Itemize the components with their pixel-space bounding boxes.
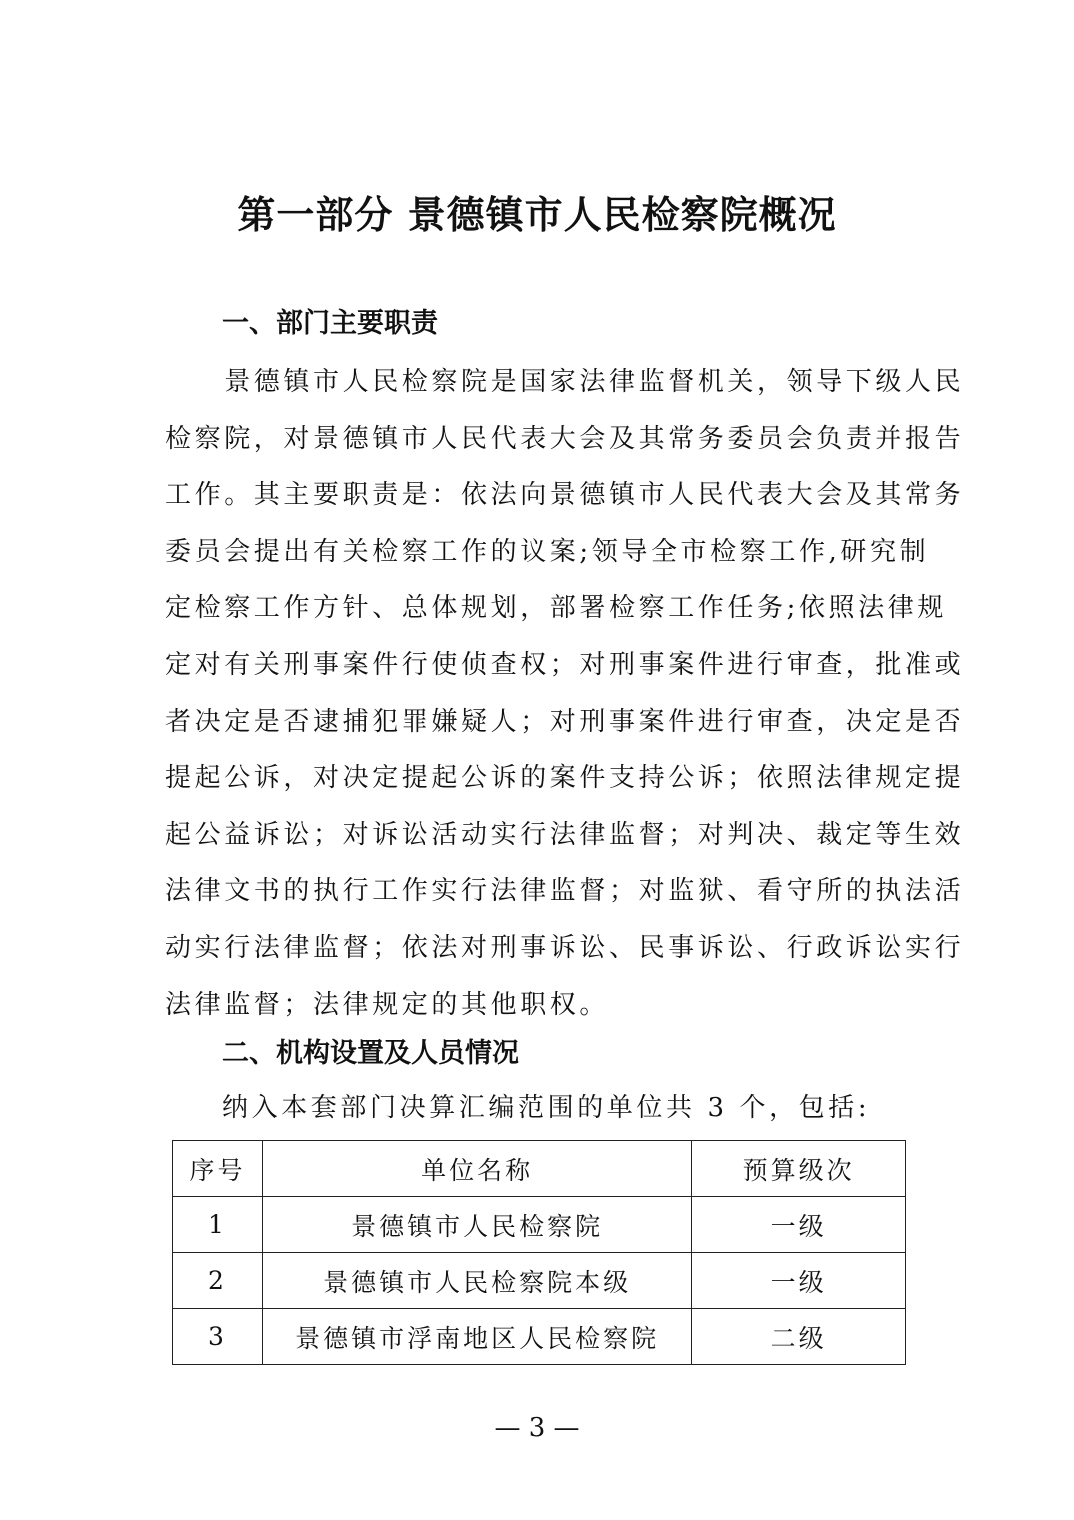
- paragraph-line: 定检察工作方针、总体规划，部署检察工作任务;依照法律规: [165, 593, 947, 624]
- section-heading-organization: 二、机构设置及人员情况: [222, 1038, 519, 1069]
- cell-unit-name: 景德镇市浮南地区人民检察院: [262, 1309, 691, 1365]
- paragraph-line: 提起公诉，对决定提起公诉的案件支持公诉；依照法律规定提: [165, 763, 965, 794]
- cell-budget-level: 二级: [692, 1309, 906, 1365]
- table-header-row: [173, 1141, 906, 1197]
- cell-unit-name: 景德镇市人民检察院本级: [262, 1253, 691, 1309]
- paragraph-line: 检察院，对景德镇市人民代表大会及其常务委员会负责并报告: [165, 423, 965, 454]
- units-table: [172, 1140, 906, 1365]
- cell-index: 3: [173, 1309, 263, 1365]
- paragraph-line: 法律文书的执行工作实行法律监督；对监狱、看守所的执法活: [165, 876, 965, 907]
- table-row: [173, 1309, 906, 1365]
- paragraph-line: 法律监督；法律规定的其他职权。: [165, 989, 610, 1020]
- page-number: — 3 —: [494, 1413, 580, 1443]
- cell-unit-name: 景德镇市人民检察院: [262, 1197, 691, 1253]
- paragraph-line: 工作。其主要职责是：依法向景德镇市人民代表大会及其常务: [165, 480, 965, 511]
- cell-index: 1: [173, 1197, 263, 1253]
- responsibilities-paragraph: [165, 354, 965, 1033]
- page-title: 第一部分 景德镇市人民检察院概况: [237, 193, 837, 237]
- section-heading-responsibilities: 一、部门主要职责: [222, 308, 438, 339]
- units-intro: 纳入本套部门决算汇编范围的单位共 3 个，包括:: [222, 1093, 871, 1123]
- table-row: [173, 1197, 906, 1253]
- paragraph-line: 景德镇市人民检察院是国家法律监督机关，领导下级人民: [165, 367, 965, 397]
- cell-index: 2: [173, 1253, 263, 1309]
- paragraph-line: 定对有关刑事案件行使侦查权；对刑事案件进行审查，批准或: [165, 649, 965, 680]
- header-index: 序号: [173, 1141, 263, 1197]
- header-unit-name: 单位名称: [262, 1141, 691, 1197]
- paragraph-line: 动实行法律监督；依法对刑事诉讼、民事诉讼、行政诉讼实行: [165, 932, 965, 963]
- paragraph-line: 委员会提出有关检察工作的议案;领导全市检察工作,研究制: [165, 536, 930, 567]
- header-budget-level: 预算级次: [692, 1141, 906, 1197]
- paragraph-line: 起公益诉讼；对诉讼活动实行法律监督；对判决、裁定等生效: [165, 819, 965, 850]
- table-row: [173, 1253, 906, 1309]
- paragraph-line: 者决定是否逮捕犯罪嫌疑人；对刑事案件进行审查，决定是否: [165, 706, 965, 737]
- cell-budget-level: 一级: [692, 1197, 906, 1253]
- cell-budget-level: 一级: [692, 1253, 906, 1309]
